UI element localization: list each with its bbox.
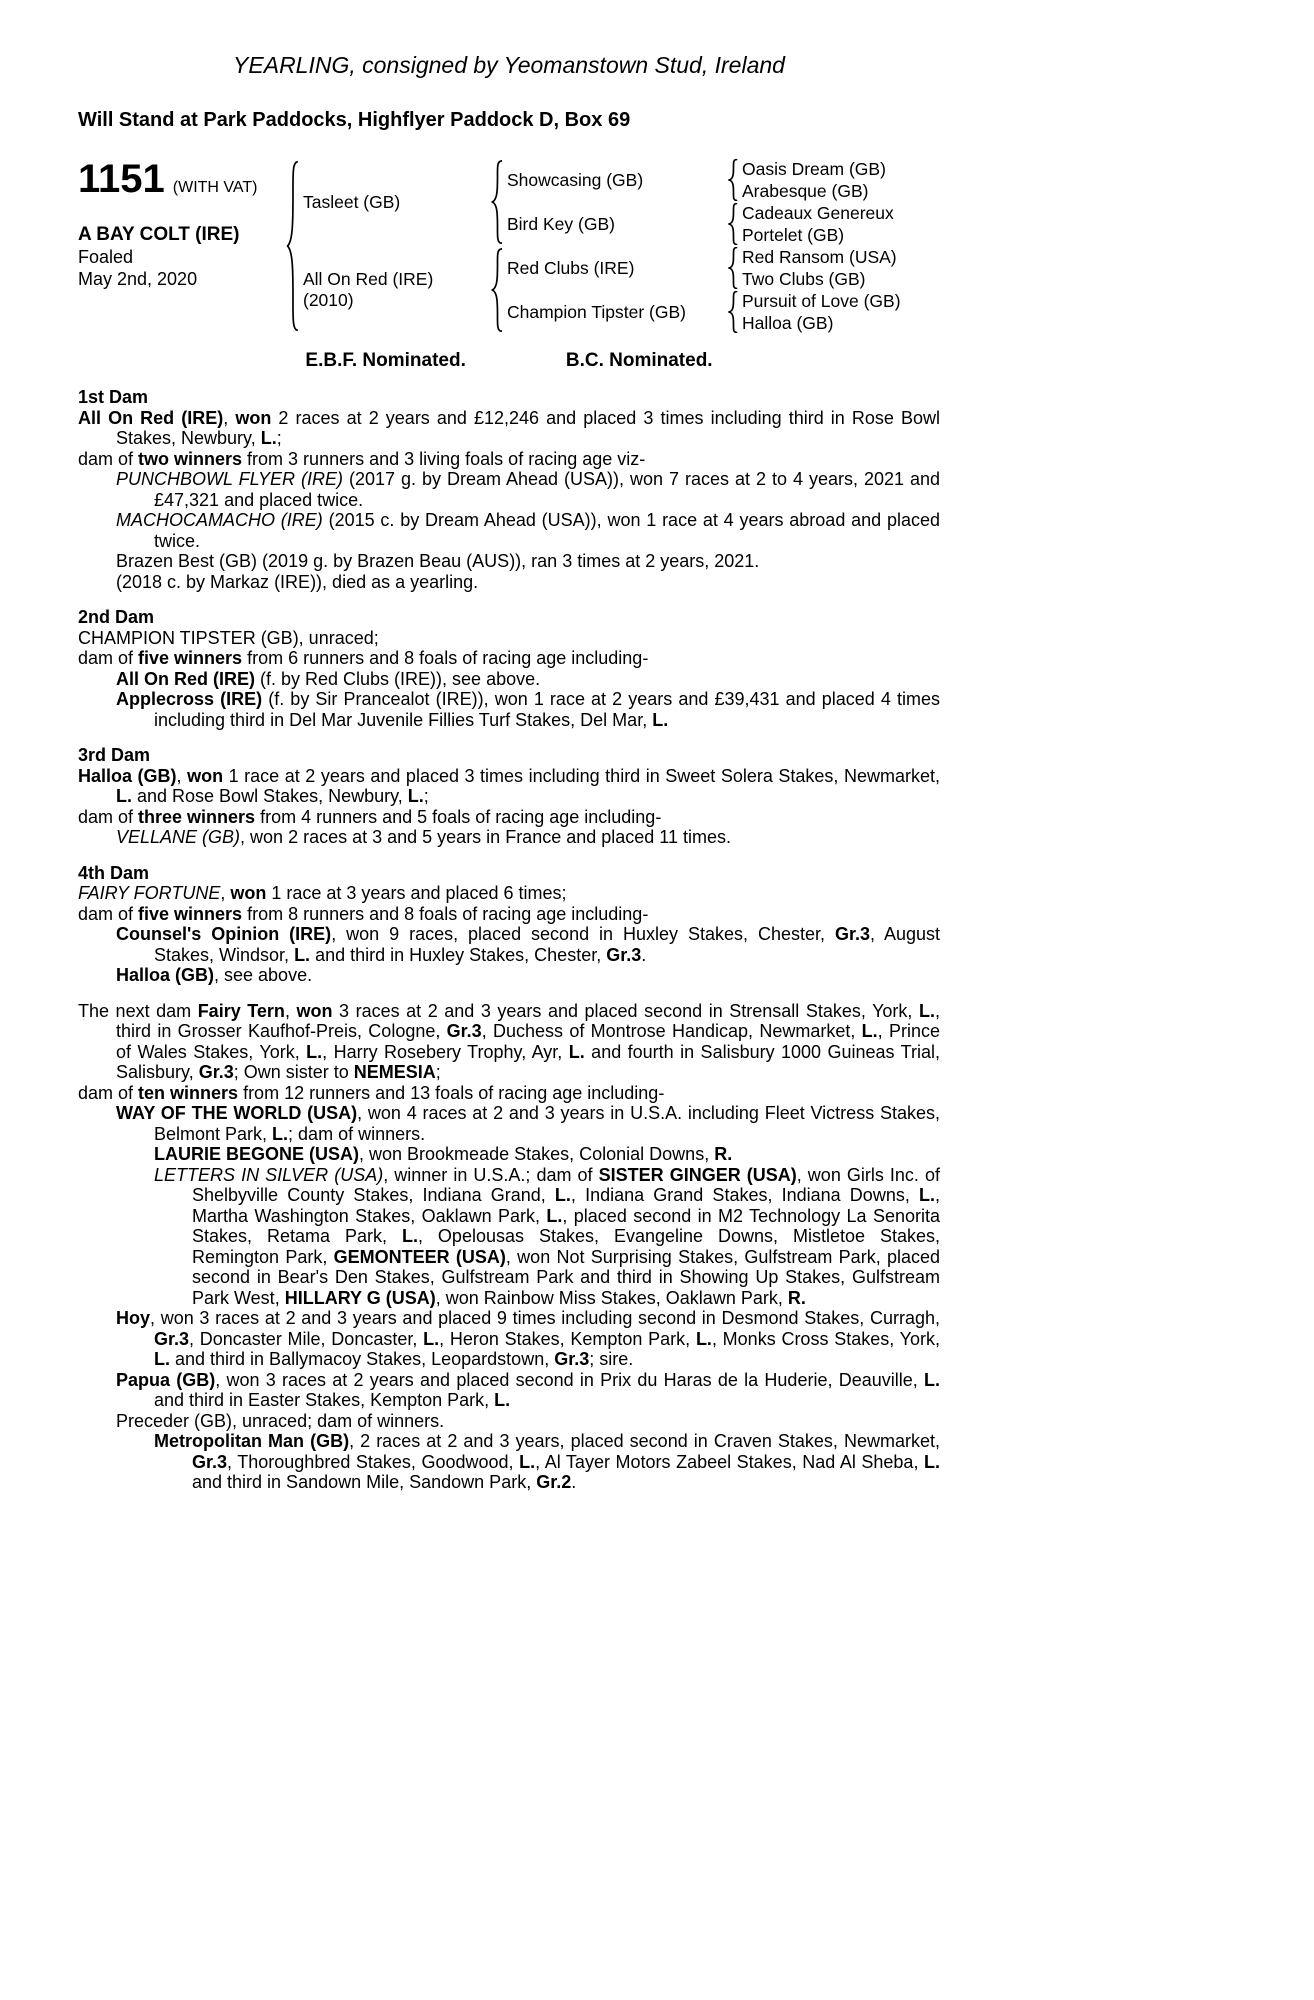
- text-segment: L.: [519, 1451, 536, 1472]
- text-segment: three winners: [138, 806, 256, 827]
- text-segment: L.: [294, 944, 311, 965]
- text-segment: , third in Grosser Kaufhof-Preis, Cologne,: [116, 1000, 940, 1041]
- text-segment: L.: [554, 1185, 571, 1205]
- text-segment: from 8 runners and 8 foals of racing age including-: [242, 903, 649, 924]
- text-segment: from 3 runners and 3 living foals of racing age viz-: [242, 448, 646, 469]
- dam-year: (2010): [303, 290, 354, 310]
- great-granddam-name: Portelet (GB): [742, 225, 845, 245]
- text-segment: , Duchess of Montrose Handicap, Newmarket,: [481, 1021, 862, 1041]
- pedigree-paragraph: [78, 1165, 940, 1309]
- foaled-label: Foaled: [78, 247, 134, 267]
- text-segment: , Martha Washington Stakes, Oaklawn Park,: [192, 1185, 940, 1226]
- text-segment: from 4 runners and 5 foals of racing age including-: [255, 806, 662, 827]
- text-segment: L.: [260, 428, 277, 448]
- text-segment: and third in Ballymacoy Stakes, Leopardstown,: [170, 1349, 555, 1369]
- pedigree-paragraph: [78, 904, 940, 925]
- text-segment: , August Stakes, Windsor,: [154, 924, 940, 965]
- section-heading: 4th Dam: [78, 862, 150, 883]
- text-segment: , Heron Stakes, Kempton Park,: [439, 1328, 696, 1349]
- text-segment: dam of: [78, 1082, 139, 1103]
- text-segment: , 2 races at 2 and 3 years, placed second in Craven Stakes, Newmarket,: [349, 1431, 940, 1451]
- pedigree-paragraph: [78, 572, 940, 593]
- dam-name-line: All On Red (IRE): [303, 269, 434, 289]
- text-segment: , Doncaster Mile, Doncaster,: [189, 1328, 424, 1349]
- text-segment: All On Red (IRE): [78, 407, 224, 428]
- text-segment: , Monks Cross Stakes, York,: [711, 1328, 940, 1349]
- text-segment: L.: [154, 1349, 170, 1369]
- text-segment: won: [187, 765, 224, 786]
- lot-info: [78, 158, 283, 290]
- text-segment: , Al Tayer Motors Zabeel Stakes, Nad Al Sheba,: [535, 1451, 925, 1472]
- pedigree-paragraph: [78, 628, 940, 649]
- great-grandsire-name: Oasis Dream (GB): [742, 159, 886, 179]
- great-grandsire-name: Pursuit of Love (GB): [742, 291, 901, 311]
- text-segment: GEMONTEER (USA): [333, 1246, 506, 1267]
- text-segment: L.: [407, 786, 424, 806]
- pedigree-paragraph: [78, 827, 940, 848]
- grandsire-name: Showcasing (GB): [507, 169, 644, 190]
- text-segment: Metropolitan Man (GB): [154, 1431, 350, 1451]
- dam-section: [78, 745, 940, 848]
- pedigree-paragraph: [78, 551, 940, 572]
- text-segment: WAY OF THE WORLD (USA): [116, 1103, 358, 1123]
- text-segment: , won Brookmeade Stakes, Colonial Downs,: [359, 1144, 715, 1164]
- text-segment: L.: [918, 1185, 935, 1205]
- text-segment: HILLARY G (USA): [284, 1287, 436, 1308]
- stand-location: Will Stand at Park Paddocks, Highflyer Paddock D, Box 69: [78, 109, 631, 131]
- text-segment: Counsel's Opinion (IRE): [116, 924, 332, 944]
- text-segment: dam of: [78, 806, 139, 827]
- text-segment: ;: [435, 1062, 441, 1082]
- text-segment: (f. by Red Clubs (IRE)), see above.: [255, 668, 541, 689]
- text-segment: L.: [401, 1226, 418, 1246]
- text-segment: and Rose Bowl Stakes, Newbury,: [132, 786, 408, 806]
- text-segment: , won 3 races at 2 years and placed second in Prix du Haras de la Huderie, Deauville,: [215, 1369, 924, 1390]
- text-segment: L.: [272, 1123, 289, 1144]
- text-segment: 1 race at 2 years and placed 3 times including third in Sweet Solera Stakes, Newmarket,: [223, 765, 940, 786]
- pedigree-paragraph: [78, 1144, 940, 1165]
- text-segment: .: [641, 944, 647, 965]
- text-segment: Applecross (IRE): [116, 689, 263, 709]
- text-segment: Gr.3: [198, 1062, 234, 1082]
- lot-number: 1151: [78, 157, 165, 201]
- text-segment: won: [235, 407, 272, 428]
- text-segment: L.: [546, 1205, 563, 1226]
- text-segment: L.: [652, 709, 669, 730]
- dam-section: [78, 387, 940, 592]
- text-segment: ;: [423, 786, 429, 806]
- text-segment: Halloa (GB): [78, 765, 177, 786]
- text-segment: CHAMPION TIPSTER (GB), unraced;: [78, 627, 379, 648]
- text-segment: Fairy Tern: [197, 1000, 285, 1021]
- section-heading: 3rd Dam: [78, 745, 151, 765]
- pedigree-paragraph: [78, 1083, 940, 1104]
- text-segment: ,: [176, 765, 188, 786]
- brace-icon: [728, 291, 739, 333]
- text-segment: VELLANE (GB): [116, 827, 241, 847]
- brace-icon: [491, 248, 504, 332]
- dam-section: [78, 863, 940, 986]
- dam-branch: [303, 246, 937, 334]
- text-segment: Preceder (GB), unraced; dam of winners.: [116, 1410, 445, 1431]
- section-heading: 1st Dam: [78, 387, 149, 407]
- text-segment: , won Not Surprising Stakes, Gulfstream Park, placed second in Bear's Den Stakes, Gulfstream Park and third in Showing Up Stakes, Gulfstream Park West,: [192, 1246, 941, 1308]
- bc-nomination: B.C. Nominated.: [565, 350, 713, 371]
- text-segment: The next dam: [78, 1000, 198, 1021]
- text-segment: , won Girls Inc. of Shelbyville County Stakes, Indiana Grand,: [192, 1164, 941, 1205]
- text-segment: NEMESIA: [353, 1062, 436, 1082]
- text-segment: Papua (GB): [116, 1369, 216, 1390]
- brace-icon: [728, 203, 739, 245]
- text-segment: (2015 c. by Dream Ahead (USA)), won 1 race at 4 years abroad and placed twice.: [154, 510, 940, 551]
- text-segment: , won 4 races at 2 and 3 years in U.S.A. including Fleet Victress Stakes, Belmont Park,: [154, 1103, 940, 1144]
- text-segment: from 12 runners and 13 foals of racing age including-: [238, 1082, 665, 1103]
- vat-note: (WITH VAT): [172, 179, 258, 196]
- text-segment: , won 9 races, placed second in Huxley Stakes, Chester,: [331, 924, 835, 944]
- text-segment: L.: [423, 1328, 440, 1349]
- sire-name: Tasleet (GB): [303, 191, 401, 212]
- text-segment: five winners: [138, 903, 243, 924]
- text-segment: Halloa (GB): [116, 965, 215, 985]
- pedigree-paragraph: [78, 648, 940, 669]
- text-segment: L.: [695, 1328, 712, 1349]
- text-segment: R.: [714, 1144, 733, 1164]
- text-segment: dam of: [78, 448, 139, 469]
- text-segment: L.: [918, 1000, 935, 1021]
- brace-icon: [728, 159, 739, 201]
- text-segment: .: [571, 1472, 577, 1492]
- text-segment: , Prince of Wales Stakes, York,: [116, 1021, 940, 1062]
- text-segment: SISTER GINGER (USA): [598, 1164, 797, 1185]
- text-segment: ,: [220, 883, 231, 903]
- text-segment: , winner in U.S.A.; dam of: [383, 1164, 599, 1185]
- text-segment: Gr.2: [536, 1472, 572, 1492]
- pedigree-paragraph: [78, 408, 940, 449]
- text-segment: ; dam of winners.: [288, 1123, 426, 1144]
- dam-section: [78, 1001, 940, 1493]
- text-segment: ,: [223, 407, 236, 428]
- text-segment: , won 2 races at 3 and 5 years in France and placed 11 times.: [240, 827, 731, 847]
- text-segment: (2017 g. by Dream Ahead (USA)), won 7 races at 2 to 4 years, 2021 and £47,321 and placed twice.: [154, 469, 940, 510]
- text-segment: Gr.3: [554, 1349, 590, 1369]
- text-segment: , won 3 races at 2 and 3 years and placed 9 times including second in Desmond Stakes, Curragh,: [150, 1308, 940, 1328]
- text-segment: L.: [924, 1451, 941, 1472]
- text-segment: five winners: [138, 648, 243, 668]
- brace-icon: [491, 160, 504, 244]
- text-segment: Brazen Best (GB) (2019 g. by Brazen Beau (AUS)), ran 3 times at 2 years, 2021.: [116, 551, 760, 571]
- pedigree-paragraph: [78, 883, 940, 904]
- section-heading: 2nd Dam: [78, 607, 155, 627]
- text-segment: (f. by Sir Prancealot (IRE)), won 1 race at 2 years and £39,431 and placed 4 times including third in Del Mar Juvenile Fillies Turf Stakes, Del Mar,: [154, 689, 940, 730]
- great-grandsire-name: Cadeaux Genereux: [742, 203, 894, 223]
- text-segment: LAURIE BEGONE (USA): [154, 1144, 360, 1164]
- pedigree-paragraph: [78, 669, 940, 690]
- text-segment: dam of: [78, 903, 139, 924]
- text-segment: ,: [284, 1000, 297, 1021]
- pedigree-paragraph: [78, 1001, 940, 1083]
- text-segment: , Thoroughbred Stakes, Goodwood,: [227, 1451, 520, 1472]
- text-segment: , placed second in M2 Technology La Senorita Stakes, Retama Park,: [192, 1205, 940, 1246]
- text-segment: L.: [116, 786, 132, 806]
- text-segment: , Harry Rosebery Trophy, Ayr,: [322, 1041, 569, 1062]
- pedigree-paragraph: [78, 449, 940, 470]
- pedigree-paragraph: [78, 469, 940, 510]
- grandsire-name: Red Clubs (IRE): [507, 257, 635, 278]
- page-title: YEARLING, consigned by Yeomanstown Stud, Ireland: [233, 52, 785, 78]
- text-segment: 3 races at 2 and 3 years and placed second in Strensall Stakes, York,: [332, 1000, 919, 1021]
- pedigree-paragraph: [78, 1103, 940, 1144]
- text-segment: Gr.3: [446, 1021, 482, 1041]
- text-segment: Gr.3: [154, 1328, 190, 1349]
- pedigree-sections: [78, 387, 940, 1493]
- text-segment: ; Own sister to: [233, 1062, 354, 1082]
- foaled-date: May 2nd, 2020: [78, 269, 198, 289]
- lot-header: [78, 158, 940, 334]
- text-segment: and fourth in Salisbury 1000 Guineas Trial, Salisbury,: [116, 1041, 940, 1082]
- great-grandsire-name: Red Ransom (USA): [742, 247, 897, 267]
- horse-description: A BAY COLT (IRE): [78, 224, 240, 245]
- text-segment: won: [296, 1000, 333, 1021]
- text-segment: , won Rainbow Miss Stakes, Oaklawn Park,: [435, 1287, 788, 1308]
- pedigree-paragraph: [78, 1308, 940, 1370]
- text-segment: , Opelousas Stakes, Evangeline Downs, Mistletoe Stakes, Remington Park,: [192, 1226, 940, 1267]
- pedigree-paragraph: [78, 965, 940, 986]
- text-segment: ten winners: [138, 1082, 239, 1103]
- text-segment: from 6 runners and 8 foals of racing age including-: [242, 648, 649, 668]
- text-segment: MACHOCAMACHO (IRE): [116, 510, 323, 530]
- text-segment: and third in Sandown Mile, Sandown Park,: [192, 1472, 537, 1492]
- granddam-name: Bird Key (GB): [507, 213, 615, 234]
- text-segment: L.: [306, 1041, 323, 1062]
- text-segment: ; sire.: [589, 1349, 634, 1369]
- text-segment: won: [230, 883, 267, 903]
- granddam-name: Champion Tipster (GB): [507, 301, 686, 322]
- pedigree-paragraph: [78, 1431, 940, 1493]
- text-segment: ;: [276, 428, 282, 448]
- text-segment: LETTERS IN SILVER (USA): [154, 1164, 384, 1185]
- text-segment: Gr.3: [192, 1451, 228, 1472]
- text-segment: Gr.3: [834, 924, 870, 944]
- pedigree-paragraph: [78, 766, 940, 807]
- text-segment: L.: [568, 1041, 585, 1062]
- brace-icon: [286, 160, 300, 332]
- text-segment: L.: [861, 1021, 878, 1041]
- great-granddam-name: Two Clubs (GB): [742, 269, 866, 289]
- sire-branch: [303, 158, 937, 246]
- text-segment: Gr.3: [606, 944, 642, 965]
- text-segment: two winners: [138, 448, 243, 469]
- text-segment: PUNCHBOWL FLYER (IRE): [116, 469, 344, 489]
- text-segment: and third in Huxley Stakes, Chester,: [310, 944, 607, 965]
- text-segment: 1 race at 3 years and placed 6 times;: [266, 883, 567, 903]
- text-segment: Hoy: [116, 1308, 151, 1328]
- great-granddam-name: Arabesque (GB): [742, 181, 869, 201]
- dam-name: [303, 269, 488, 311]
- pedigree-paragraph: [78, 689, 940, 730]
- text-segment: dam of: [78, 648, 139, 668]
- text-segment: All On Red (IRE): [116, 668, 255, 689]
- ebf-nomination: E.B.F. Nominated.: [305, 350, 466, 371]
- text-segment: FAIRY FORTUNE: [78, 883, 221, 903]
- text-segment: L.: [924, 1369, 940, 1390]
- text-segment: 2 races at 2 years and £12,246 and placed 3 times including third in Rose Bowl Stakes, Newbury,: [116, 407, 940, 448]
- brace-icon: [728, 247, 739, 289]
- pedigree-paragraph: [78, 1411, 940, 1432]
- text-segment: L.: [494, 1390, 511, 1410]
- text-segment: and third in Easter Stakes, Kempton Park,: [154, 1390, 495, 1410]
- great-granddam-name: Halloa (GB): [742, 313, 834, 333]
- pedigree-tree: [283, 158, 937, 334]
- nominations: [78, 350, 940, 372]
- text-segment: , Indiana Grand Stakes, Indiana Downs,: [570, 1185, 919, 1205]
- dam-section: [78, 607, 940, 730]
- pedigree-paragraph: [78, 807, 940, 828]
- text-segment: (2018 c. by Markaz (IRE)), died as a yearling.: [116, 571, 479, 592]
- text-segment: , see above.: [214, 965, 313, 985]
- pedigree-paragraph: [78, 924, 940, 965]
- pedigree-paragraph: [78, 510, 940, 551]
- text-segment: R.: [787, 1287, 806, 1308]
- pedigree-paragraph: [78, 1370, 940, 1411]
